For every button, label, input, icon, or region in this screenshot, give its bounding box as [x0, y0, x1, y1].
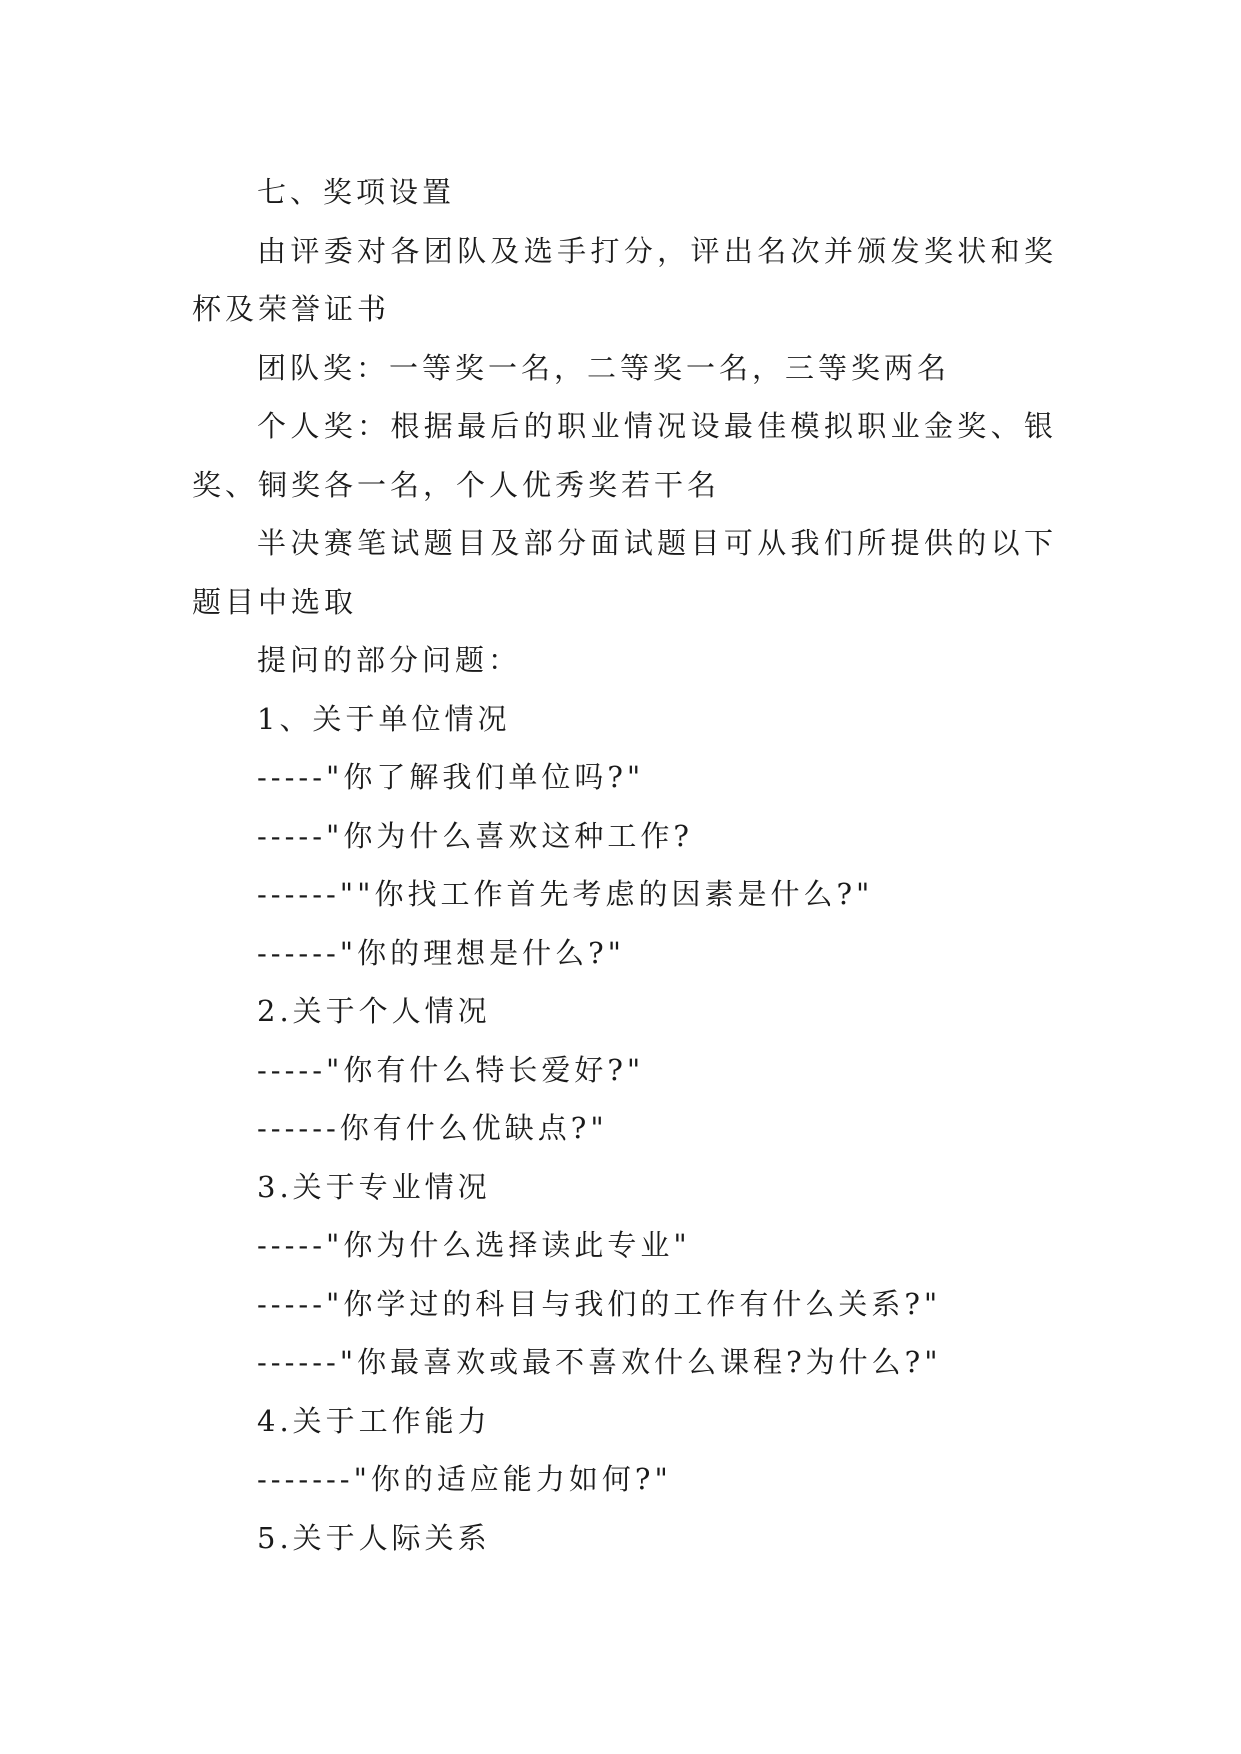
question-group-heading: 3.关于专业情况	[257, 1169, 491, 1204]
paragraph-individual-award: 个人奖：根据最后的职业情况设最佳模拟职业金奖、银奖、铜奖各一名，个人优秀奖若干名	[192, 409, 1057, 502]
question-item: -----"你了解我们单位吗?"	[257, 760, 645, 794]
question-item: ------"你最喜欢或最不喜欢什么课程?为什么?"	[257, 1345, 942, 1379]
heading-questions: 提问的部分问题：	[257, 643, 522, 677]
paragraph-team-award: 团队奖：一等奖一名，二等奖一名，三等奖两名	[257, 350, 951, 385]
question-group-heading: 1、关于单位情况	[257, 701, 511, 736]
question-item: ------你有什么优缺点?"	[257, 1111, 608, 1145]
question-item: -----"你有什么特长爱好?"	[257, 1052, 645, 1087]
document-body	[192, 163, 1057, 1567]
question-item: -----"你学过的科目与我们的工作有什么关系?"	[257, 1286, 942, 1321]
question-group-heading: 5.关于人际关系	[257, 1520, 491, 1555]
question-group-heading: 2.关于个人情况	[257, 994, 491, 1028]
question-item: -----"你为什么选择读此专业"	[257, 1228, 691, 1262]
question-group-heading: 4.关于工作能力	[257, 1403, 491, 1438]
question-item: ------"你的理想是什么?"	[257, 935, 626, 970]
question-item: ------""你找工作首先考虑的因素是什么?"	[257, 877, 874, 911]
paragraph-question-source: 半决赛笔试题目及部分面试题目可从我们所提供的以下题目中选取	[192, 526, 1057, 619]
paragraph-scoring: 由评委对各团队及选手打分，评出名次并颁发奖状和奖杯及荣誉证书	[192, 233, 1057, 326]
question-item: -----"你为什么喜欢这种工作?	[257, 818, 693, 853]
section-heading-awards: 七、奖项设置	[257, 175, 456, 209]
question-item: -------"你的适应能力如何?"	[257, 1462, 672, 1496]
